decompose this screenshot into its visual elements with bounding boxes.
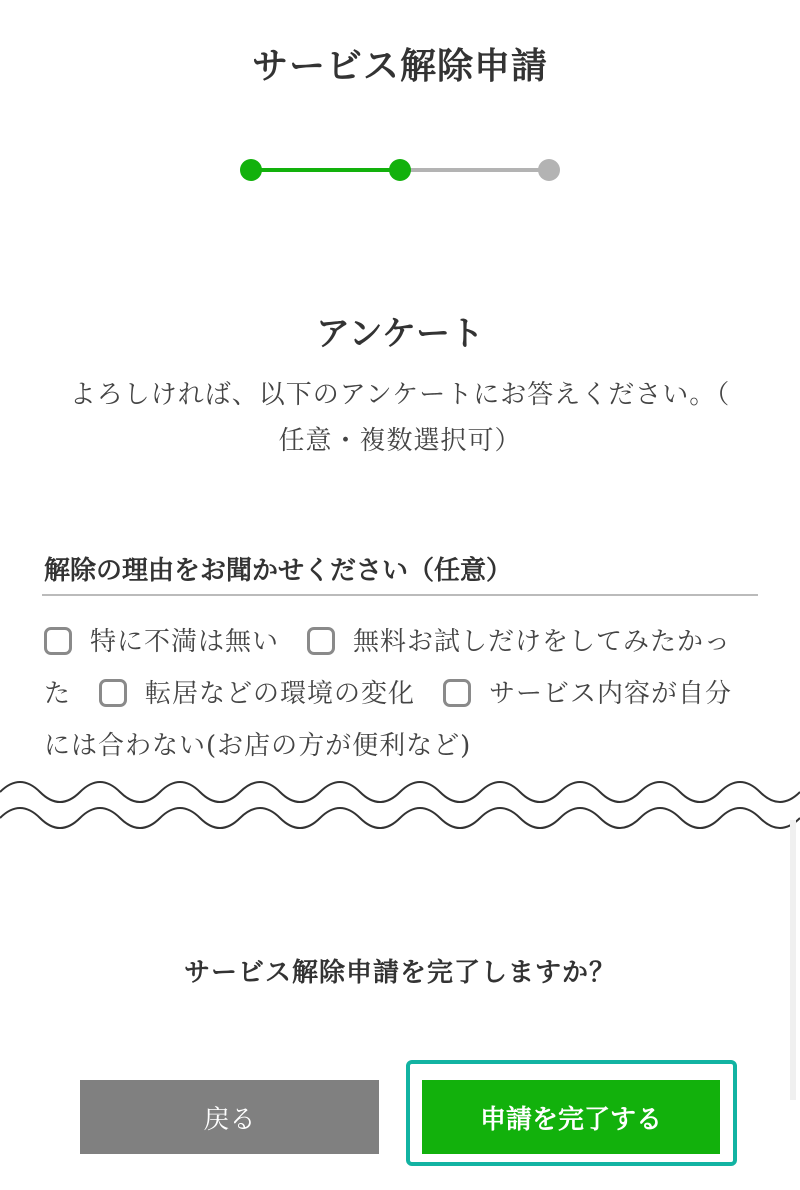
checkbox-service-mismatch[interactable] [443, 679, 471, 707]
option-no-complaint[interactable] [44, 627, 279, 657]
progress-stepper [240, 158, 562, 182]
option-label: 無料お試しだけをしてみたかった [44, 627, 732, 709]
survey-intro-line1: よろしければ、以下のアンケートにお答えください。（ [69, 380, 731, 410]
question-divider [42, 594, 758, 596]
step-1-dot [240, 159, 262, 181]
wavy-cut-icon [0, 770, 800, 840]
question-label: 解除の理由をお聞かせください（任意） [44, 556, 513, 586]
survey-title: アンケート [316, 314, 484, 354]
checkbox-free-trial-only[interactable] [307, 627, 335, 655]
reason-options [44, 616, 756, 772]
confirm-question: サービス解除申請を完了しますか？ [183, 958, 616, 988]
back-button[interactable]: 戻る [80, 1080, 379, 1154]
step-2-dot [389, 159, 411, 181]
omitted-content-cut [0, 770, 800, 840]
survey-intro-line2: 任意・複数選択可） [278, 426, 522, 456]
option-label: サービス内容が自分には合わない(お店の方が便利など) [44, 679, 733, 761]
complete-application-button[interactable]: 申請を完了する [422, 1080, 720, 1154]
checkbox-environment-change[interactable] [99, 679, 127, 707]
page-title: サービス解除申請 [251, 45, 548, 87]
step-3-dot [538, 159, 560, 181]
step-connector-pending [400, 168, 549, 172]
option-label: 特に不満は無い [90, 627, 280, 657]
checkbox-no-complaint[interactable] [44, 627, 72, 655]
step-connector-done [251, 168, 400, 172]
survey-intro [50, 372, 750, 464]
option-label: 転居などの環境の変化 [145, 679, 416, 709]
option-environment-change[interactable] [99, 679, 415, 709]
